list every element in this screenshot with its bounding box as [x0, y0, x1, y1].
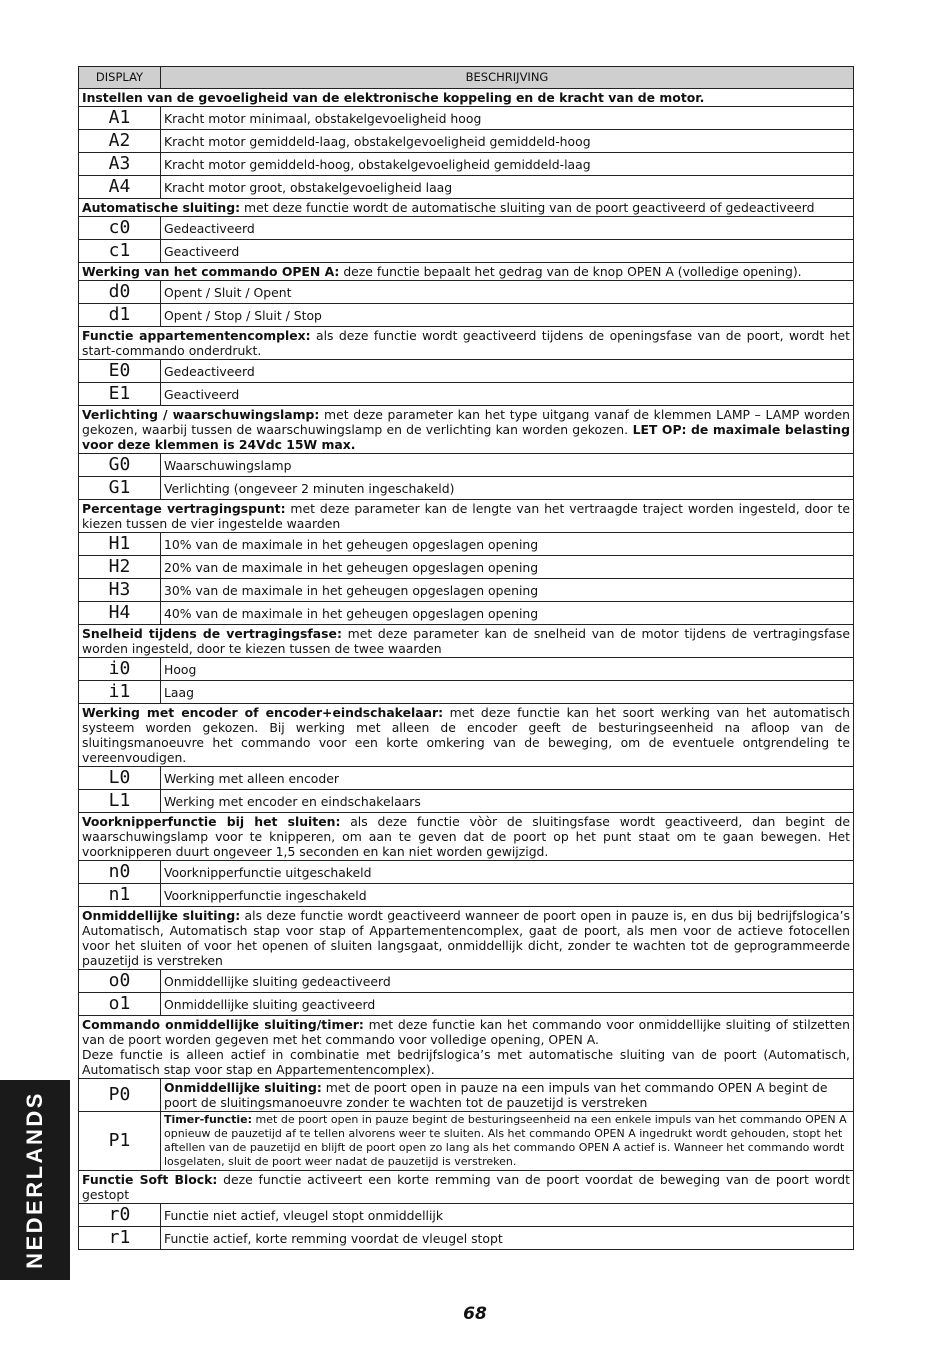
table-row: [79, 602, 854, 625]
display-code: o0: [79, 970, 161, 993]
language-label: NEDERLANDS: [22, 1091, 47, 1269]
section-header-row: [79, 263, 854, 281]
display-code: r1: [79, 1227, 161, 1250]
display-code: A2: [79, 130, 161, 153]
section-title: Percentage vertragingspunt:: [82, 501, 286, 516]
section-description: [79, 625, 854, 658]
section-title: Snelheid tijdens de vertragingsfase:: [82, 626, 342, 641]
value-description: Functie actief, korte remming voordat de vleugel stopt: [161, 1227, 854, 1250]
section-text: met deze functie kan het soort werking van het automatisch systeem worden gekozen. Bij werking met alleen de encoder geeft de besturingseenheid na afloop van de sluitingsmanoeuvre het commando voor een korte omkering van de beweging, om de eventuele ontgrendeling te vereenvoudigen.: [82, 705, 850, 765]
section-title: Functie appartementencomplex:: [82, 328, 311, 343]
section-text: met deze parameter kan het type uitgang vanaf de klemmen LAMP – LAMP worden gekozen, waarbij tussen de waarschuwingslamp en de verlichting kan worden gekozen.: [82, 407, 850, 437]
table-row: [79, 681, 854, 704]
value-title: Onmiddellijke sluiting:: [164, 1080, 322, 1095]
display-code: c0: [79, 217, 161, 240]
section-description: [79, 263, 854, 281]
language-side-tab: [0, 1080, 70, 1280]
display-code: n1: [79, 884, 161, 907]
section-description: [79, 199, 854, 217]
table-row: [79, 130, 854, 153]
display-code: E1: [79, 383, 161, 406]
column-header-display: DISPLAY: [79, 67, 161, 89]
value-description: 10% van de maximale in het geheugen opgeslagen opening: [161, 533, 854, 556]
section-description: [79, 327, 854, 360]
display-code: H3: [79, 579, 161, 602]
value-title: Timer-functie:: [164, 1113, 253, 1126]
section-title: Automatische sluiting:: [82, 200, 241, 215]
display-code: H1: [79, 533, 161, 556]
value-description: Kracht motor minimaal, obstakelgevoeligheid hoog: [161, 107, 854, 130]
section-description: [79, 89, 854, 107]
value-description: Hoog: [161, 658, 854, 681]
display-code: A3: [79, 153, 161, 176]
section-title: Werking van het commando OPEN A:: [82, 264, 340, 279]
section-title: Werking met encoder of encoder+eindschakelaar:: [82, 705, 444, 720]
column-header-description: BESCHRIJVING: [161, 67, 854, 89]
display-code: n0: [79, 861, 161, 884]
section-text: met deze functie kan het commando voor onmiddellijke sluiting of stilzetten van de poort worden gegeven met het commando voor volledige opening, OPEN A.: [82, 1017, 850, 1047]
table-row: [79, 861, 854, 884]
section-header-row: [79, 625, 854, 658]
value-description: Geactiveerd: [161, 240, 854, 263]
page-number: 68: [463, 1304, 487, 1324]
section-text: met deze functie wordt de automatische sluiting van de poort geactiveerd of gedeactiveerd: [240, 200, 815, 215]
display-code: L0: [79, 767, 161, 790]
value-text: met de poort open in pauze na een impuls van het commando OPEN A begint de poort de sluitingsmanoeuvre zonder te wachten tot de pauzetijd is verstreken: [164, 1080, 828, 1110]
display-code: P1: [79, 1112, 161, 1171]
value-description: 40% van de maximale in het geheugen opgeslagen opening: [161, 602, 854, 625]
table-row: [79, 790, 854, 813]
table-row: [79, 1079, 854, 1112]
section-warning: LET OP: de maximale belasting voor deze klemmen is 24Vdc 15W max.: [82, 422, 850, 452]
value-description: Opent / Sluit / Opent: [161, 281, 854, 304]
section-title: Onmiddellijke sluiting:: [82, 908, 241, 923]
table-row: [79, 153, 854, 176]
display-code: i1: [79, 681, 161, 704]
display-code: c1: [79, 240, 161, 263]
table-row: [79, 579, 854, 602]
display-code: H4: [79, 602, 161, 625]
section-text: deze functie bepaalt het gedrag van de knop OPEN A (volledige opening).: [339, 264, 802, 279]
table-header-row: [79, 67, 854, 89]
parameter-table: [78, 66, 854, 1250]
section-header-row: [79, 1171, 854, 1204]
table-row: [79, 884, 854, 907]
display-code: A4: [79, 176, 161, 199]
display-code: E0: [79, 360, 161, 383]
table-row: [79, 658, 854, 681]
section-description: [79, 406, 854, 454]
value-description: Voorknipperfunctie uitgeschakeld: [161, 861, 854, 884]
section-title: Verlichting / waarschuwingslamp:: [82, 407, 320, 422]
display-code: A1: [79, 107, 161, 130]
value-description: Opent / Stop / Sluit / Stop: [161, 304, 854, 327]
table-row: [79, 383, 854, 406]
section-description: [79, 1016, 854, 1079]
section-header-row: [79, 500, 854, 533]
display-code: d1: [79, 304, 161, 327]
display-code: H2: [79, 556, 161, 579]
value-text: met de poort open in pauze begint de besturingseenheid na een enkele impuls van het commando OPEN A opnieuw de pauzetijd af te tellen alvorens weer te sluiten. Als het commando OPEN A ingedrukt wordt gehouden, stopt het aftellen van de pauzetijd en blijft de poort open zo lang als het commando OPEN A actief is. Wanneer het commando wordt losgelaten, sluit de poort weer nadat de pauzetijd is verstreken.: [164, 1113, 847, 1168]
section-description: [79, 907, 854, 970]
table-row: [79, 533, 854, 556]
section-header-row: [79, 89, 854, 107]
table-row: [79, 1112, 854, 1171]
section-text: met deze parameter kan de snelheid van de motor tijdens de vertragingsfase worden ingesteld, door te kiezen tussen de twee waarden: [82, 626, 851, 656]
display-code: G1: [79, 477, 161, 500]
display-code: P0: [79, 1079, 161, 1112]
section-header-row: [79, 704, 854, 767]
display-code: o1: [79, 993, 161, 1016]
section-title: Commando onmiddellijke sluiting/timer:: [82, 1017, 364, 1032]
value-description: Onmiddellijke sluiting geactiveerd: [161, 993, 854, 1016]
section-title: Functie Soft Block:: [82, 1172, 218, 1187]
display-code: d0: [79, 281, 161, 304]
value-description: Waarschuwingslamp: [161, 454, 854, 477]
table-row: [79, 304, 854, 327]
table-row: [79, 281, 854, 304]
section-description: [79, 704, 854, 767]
table-row: [79, 1204, 854, 1227]
display-code: L1: [79, 790, 161, 813]
value-description: Kracht motor gemiddeld-laag, obstakelgevoeligheid gemiddeld-hoog: [161, 130, 854, 153]
table-row: [79, 993, 854, 1016]
section-title: Instellen van de gevoeligheid van de elektronische koppeling en de kracht van de motor.: [82, 90, 705, 105]
section-header-row: [79, 1016, 854, 1079]
section-text: als deze functie wordt geactiveerd tijdens de openingsfase van de poort, wordt het start-commando onderdrukt.: [82, 328, 850, 358]
table-row: [79, 454, 854, 477]
table-row: [79, 477, 854, 500]
value-description: Kracht motor gemiddeld-hoog, obstakelgevoeligheid gemiddeld-laag: [161, 153, 854, 176]
section-header-row: [79, 199, 854, 217]
table-row: [79, 360, 854, 383]
table-row: [79, 970, 854, 993]
table-row: [79, 556, 854, 579]
value-description: 30% van de maximale in het geheugen opgeslagen opening: [161, 579, 854, 602]
section-description: [79, 500, 854, 533]
section-header-row: [79, 907, 854, 970]
table-row: [79, 176, 854, 199]
value-description: [161, 1079, 854, 1112]
value-description: [161, 1112, 854, 1171]
value-description: Laag: [161, 681, 854, 704]
value-description: Functie niet actief, vleugel stopt onmiddellijk: [161, 1204, 854, 1227]
value-description: 20% van de maximale in het geheugen opgeslagen opening: [161, 556, 854, 579]
table-row: [79, 107, 854, 130]
table-row: [79, 1227, 854, 1250]
value-description: Geactiveerd: [161, 383, 854, 406]
section-text: als deze functie wordt geactiveerd wanneer de poort open in pauze is, en dus bij bedrijfslogica’s Automatisch, Automatisch stap voor stap of Appartementencomplex, gaat de poort, als men voor de actieve fotocellen voor het sluiten of voor het openen of sluiten langsgaat, onmiddellijk dicht, zonder te wachten tot de geprogrammeerde pauzetijd is verstreken: [82, 908, 851, 968]
value-description: Kracht motor groot, obstakelgevoeligheid laag: [161, 176, 854, 199]
value-description: Onmiddellijke sluiting gedeactiveerd: [161, 970, 854, 993]
section-text: als deze functie vòòr de sluitingsfase wordt geactiveerd, dan begint de waarschuwingslamp voor te knipperen, om aan te geven dat de poort op het punt staat om te gaan bewegen. Het voorknipperen duurt ongeveer 1,5 seconden en kan niet worden gewijzigd.: [82, 814, 850, 859]
section-title: Voorknipperfunctie bij het sluiten:: [82, 814, 341, 829]
table-row: [79, 217, 854, 240]
display-code: G0: [79, 454, 161, 477]
value-description: Werking met encoder en eindschakelaars: [161, 790, 854, 813]
section-header-row: [79, 813, 854, 861]
value-description: Gedeactiveerd: [161, 360, 854, 383]
value-description: Voorknipperfunctie ingeschakeld: [161, 884, 854, 907]
section-text: met deze parameter kan de lengte van het vertraagde traject worden ingesteld, door te kiezen tussen de vier ingestelde waarden: [82, 501, 850, 531]
section-description: [79, 813, 854, 861]
table-row: [79, 767, 854, 790]
section-header-row: [79, 406, 854, 454]
value-description: Verlichting (ongeveer 2 minuten ingeschakeld): [161, 477, 854, 500]
table-row: [79, 240, 854, 263]
value-description: Gedeactiveerd: [161, 217, 854, 240]
section-text-extra: Deze functie is alleen actief in combinatie met bedrijfslogica’s met automatische sluiting van de poort (Automatisch, Automatisch stap voor stap en Appartementencomplex).: [82, 1047, 850, 1077]
display-code: i0: [79, 658, 161, 681]
value-description: Werking met alleen encoder: [161, 767, 854, 790]
section-text: deze functie activeert een korte remming van de poort voordat de beweging van de poort wordt gestopt: [82, 1172, 851, 1202]
display-code: r0: [79, 1204, 161, 1227]
section-header-row: [79, 327, 854, 360]
section-description: [79, 1171, 854, 1204]
